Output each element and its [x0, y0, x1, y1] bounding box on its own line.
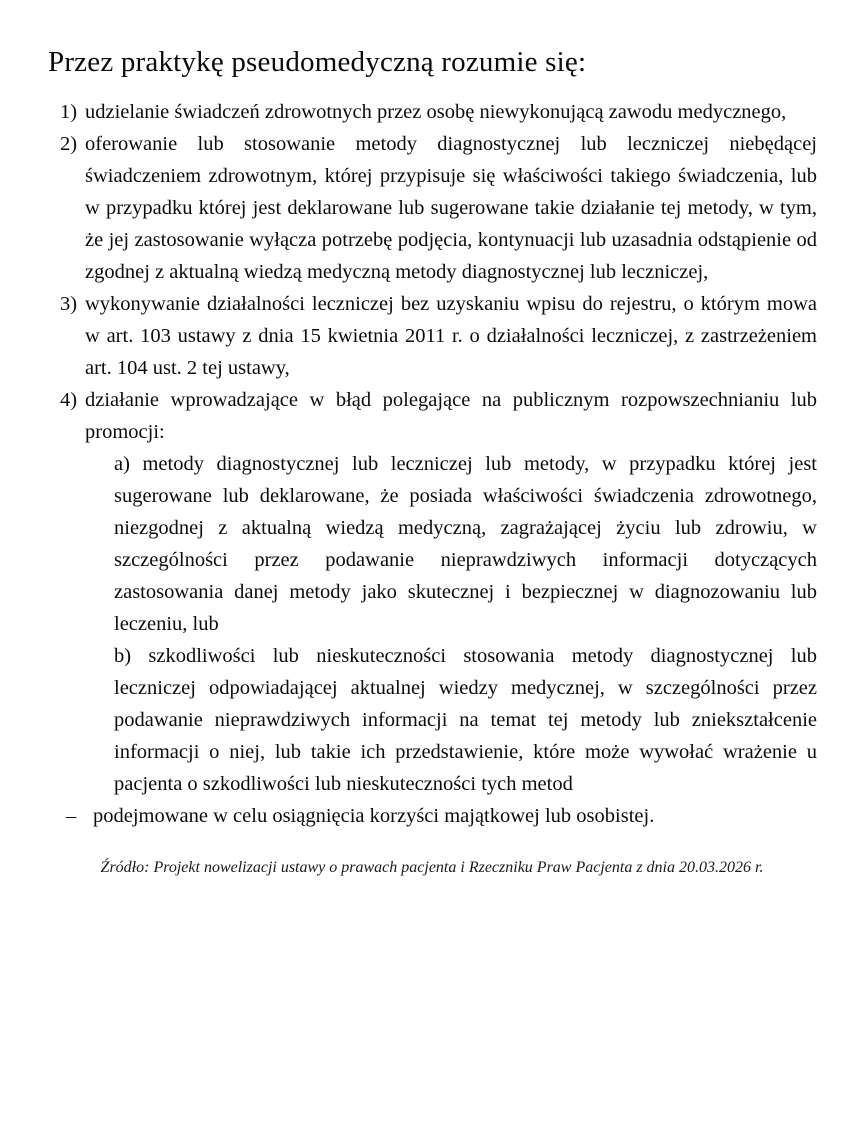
list-item-2-marker: 2) — [60, 133, 78, 155]
sub-item-a — [114, 448, 817, 640]
list-item-1-marker: 1) — [60, 101, 78, 123]
sub-item-b — [114, 640, 817, 800]
list-item-4 — [60, 384, 817, 800]
list-item-4-text: działanie wprowadzające w błąd polegające na publicznym rozpowszechnianiu lub promocji: — [85, 389, 817, 443]
list-item-3-marker: 3) — [60, 293, 78, 315]
sub-item-b-marker: b) — [114, 645, 132, 667]
list-item-1-text: udzielanie świadczeń zdrowotnych przez osobę niewykonującą zawodu medycznego, — [85, 101, 787, 123]
definition-list — [60, 96, 817, 832]
list-item-4-marker: 4) — [60, 389, 78, 411]
page-title: Przez praktykę pseudomedyczną rozumie się: — [48, 46, 587, 78]
list-item-2-text: oferowanie lub stosowanie metody diagnostycznej lub leczniczej niebędącej świadczeniem zdrowotnym, której przypisuje się właściwości takiego świadczenia, lub w przypadku której jest deklarowane lub sugerowane takie działanie tej metody, w tym, że jej zastosowanie wyłącza potrzebę podjęcia, kontynuacji lub uzasadnia odstąpienie od zgodnej z aktualną wiedzą medyczną metody diagnostycznej lub leczniczej, — [85, 133, 817, 283]
sub-item-b-text: szkodliwości lub nieskuteczności stosowania metody diagnostycznej lub leczniczej odpowiadającej aktualnej wiedzy medycznej, w szczególności przez podawanie nieprawdziwych informacji na temat tej metody lub zniekształcenie informacji o niej, lub takie ich przedstawienie, które może wywołać wrażenie u pacjenta o szkodliwości lub nieskuteczności tych metod — [114, 645, 817, 795]
document-page — [0, 46, 864, 1126]
dash-item — [60, 800, 817, 832]
list-item-3 — [60, 288, 817, 384]
dash-item-text: podejmowane w celu osiągnięcia korzyści majątkowej lub osobistej. — [93, 805, 655, 827]
source-note: Źródło: Projekt nowelizacji ustawy o prawach pacjenta i Rzeczniku Praw Pacjenta z dnia 20.03.2026 r. — [100, 859, 764, 876]
sub-item-a-text: metody diagnostycznej lub leczniczej lub metody, w przypadku której jest sugerowane lub deklarowane, że posiada właściwości świadczenia zdrowotnego, niezgodnej z aktualną wiedzą medyczną, zagrażającej życiu lub zdrowiu, w szczególności przez podawanie nieprawdziwych informacji dotyczących zastosowania danej metody jako skutecznej i bezpiecznej w diagnozowaniu lub leczeniu, lub — [114, 453, 818, 635]
sub-item-a-marker: a) — [114, 453, 130, 475]
list-item-1 — [60, 96, 817, 128]
list-item-3-text: wykonywanie działalności leczniczej bez uzyskaniu wpisu do rejestru, o którym mowa w art. 103 ustawy z dnia 15 kwietnia 2011 r. o działalności leczniczej, z zastrzeżeniem art. 104 ust. 2 tej ustawy, — [85, 293, 817, 379]
dash-item-marker: – — [66, 805, 77, 827]
list-item-2 — [60, 128, 817, 288]
